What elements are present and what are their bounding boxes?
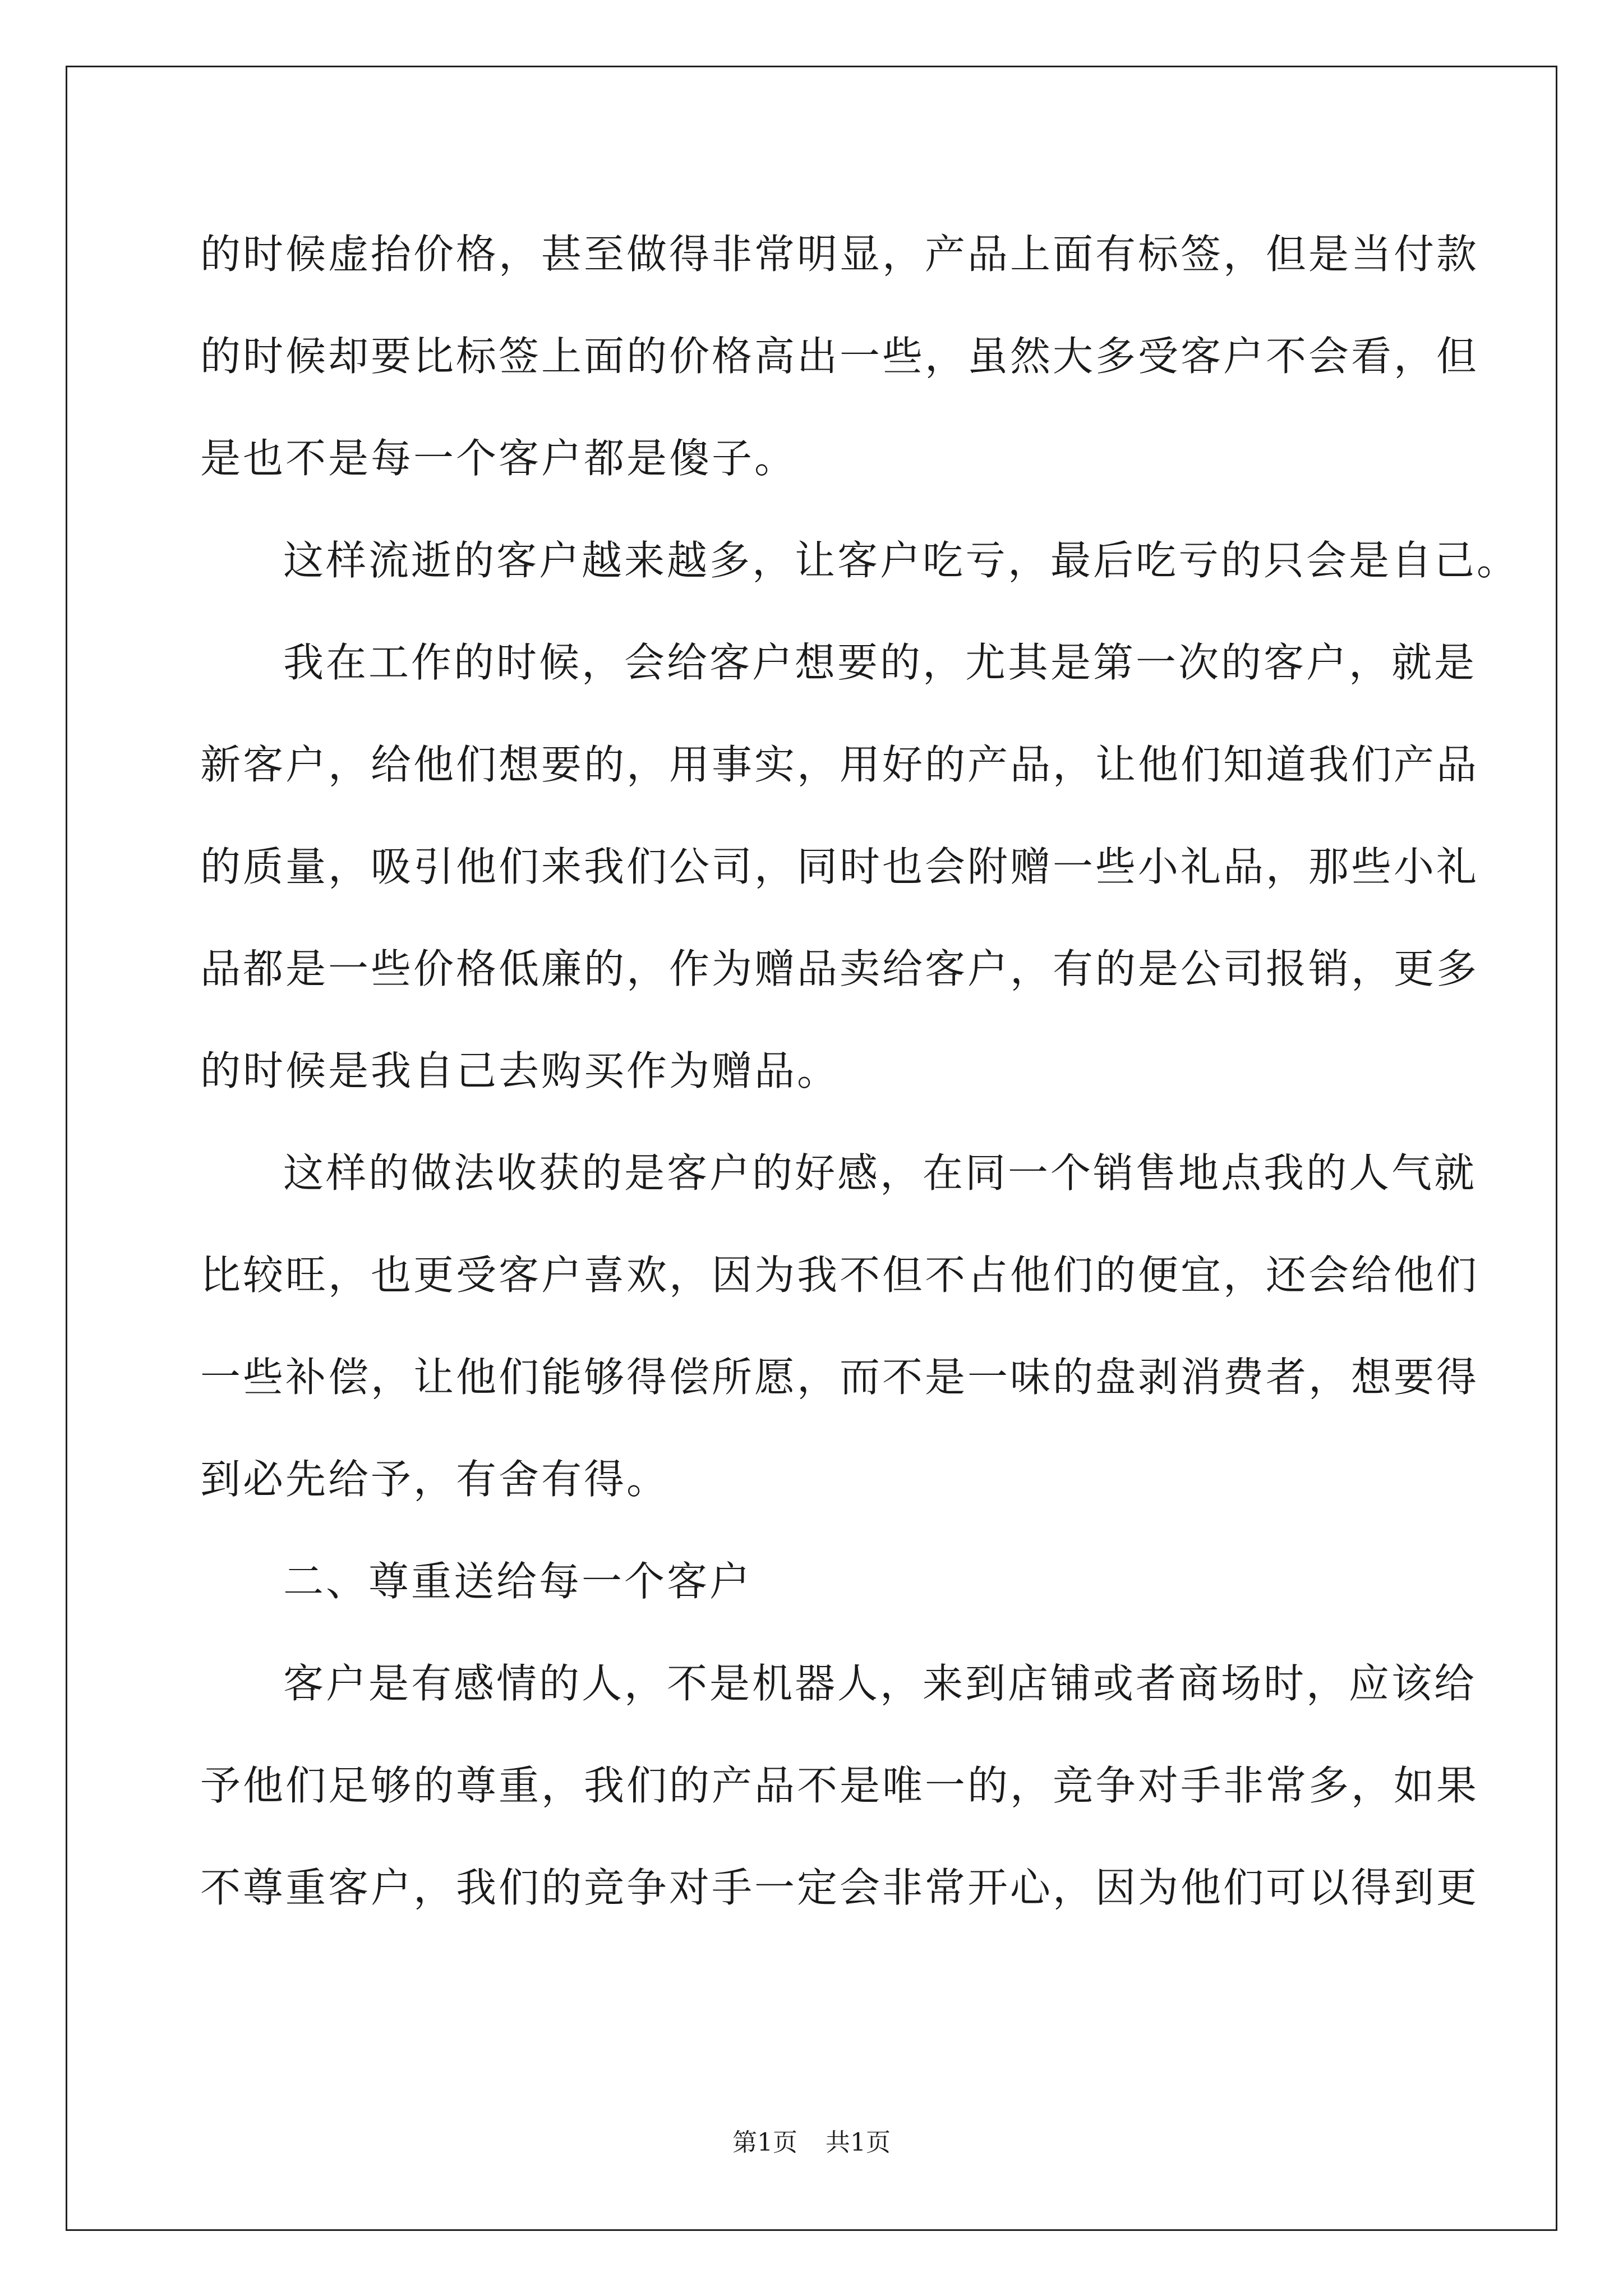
page-number-current: 第1页 [732,2128,797,2157]
text-line-9: 的时候是我自己去购买作为赠品。 [200,1047,840,1094]
text-line-3: 是也不是每一个客户都是傻子。 [200,435,797,482]
text-line-11: 比较旺，也更受客户喜欢，因为我不但不占他们的便宜，还会给他们 [200,1251,1479,1299]
text-line-13: 到必先给予，有舍有得。 [200,1456,670,1503]
page-number-total: 共1页 [826,2128,891,2157]
text-line-12: 一些补偿，让他们能够得偿所愿，而不是一味的盘剥消费者，想要得 [200,1354,1479,1401]
text-line-15: 客户是有感情的人，不是机器人，来到店铺或者商场时，应该给 [283,1660,1477,1707]
text-line-6: 新客户，给他们想要的，用事实，用好的产品，让他们知道我们产品 [200,741,1479,788]
text-line-4: 这样流逝的客户越来越多，让客户吃亏，最后吃亏的只会是自己。 [283,537,1520,584]
text-line-16: 予他们足够的尊重，我们的产品不是唯一的，竞争对手非常多，如果 [200,1762,1479,1809]
section-heading: 二、尊重送给每一个客户 [283,1558,753,1605]
text-line-8: 品都是一些价格低廉的，作为赠品卖给客户，有的是公司报销，更多 [200,945,1479,992]
page-footer [0,2126,1623,2160]
document-body [200,203,1520,1939]
text-line-17: 不尊重客户，我们的竞争对手一定会非常开心，因为他们可以得到更 [200,1864,1479,1911]
text-line-5: 我在工作的时候，会给客户想要的，尤其是第一次的客户，就是 [283,639,1477,686]
text-line-7: 的质量，吸引他们来我们公司，同时也会附赠一些小礼品，那些小礼 [200,843,1479,890]
text-line-1: 的时候虚抬价格，甚至做得非常明显，产品上面有标签，但是当付款 [200,231,1479,278]
text-line-10: 这样的做法收获的是客户的好感，在同一个销售地点我的人气就 [283,1149,1477,1197]
text-line-2: 的时候却要比标签上面的价格高出一些，虽然大多受客户不会看，但 [200,333,1479,380]
